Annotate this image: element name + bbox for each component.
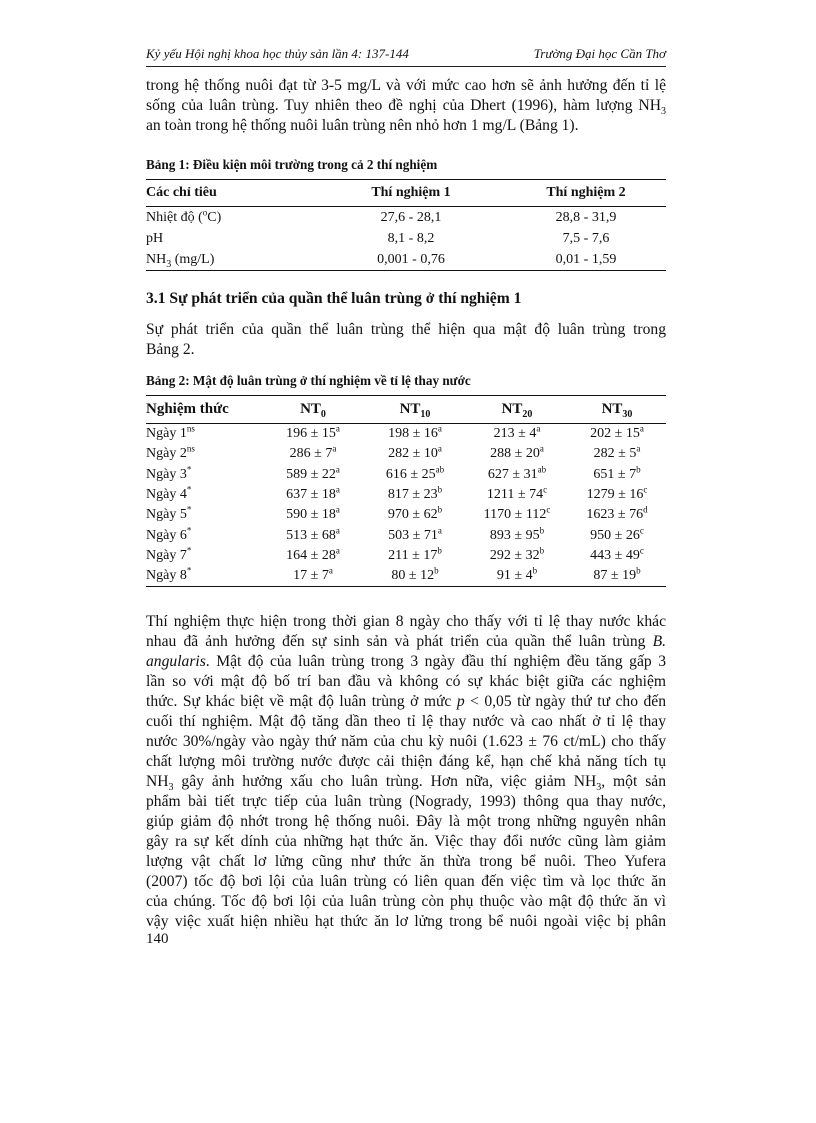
table2-cell: $616 \pm 25^{ab}$ [385,464,445,482]
table2-cell: $589 \pm 22^a$ [286,464,340,482]
table2-day-label: Ngày 4* [146,484,192,503]
table1-row [146,207,666,229]
table2-cell: $87 \pm 19^b$ [593,565,641,584]
table2-cell: $164 \pm 28^a$ [286,545,340,563]
body-line: gây ra sự kết dính của những hạt thức ăn. Việc thay đổi nước cũng làm giảm [146,833,666,850]
table2-cell: $282 \pm 10^a$ [388,443,442,462]
body-line: Thí nghiệm thực hiện trong thời gian 8 ngày cho thấy với tỉ lệ thay nước khác [146,613,666,630]
table2-cell: $282 \pm 5^a$ [593,443,641,462]
body-line: nhau đã ảnh hưởng đến sự sinh sản và phát triển của quần thể luân trùng B. [146,633,666,650]
table2-cell: $286 \pm 7^a$ [289,443,337,462]
table2-cell: $202 \pm 15^a$ [590,423,644,442]
intro-line: sống của luân trùng. Tuy nhiên theo đề nghị của Dhert (1996), hàm lượng $NH_3$ [146,97,666,118]
table2-header: $NT_0$ [300,401,326,420]
table1-header: Thí nghiệm 2 [546,185,626,200]
table2-cell: $503 \pm 71^a$ [388,524,442,543]
intro-paragraph [146,76,666,136]
intro-line: trong hệ thống nuôi đạt từ 3-5 mg/L và với mức cao hơn sẽ ảnh hưởng đến tỉ lệ [146,77,666,94]
table1-caption: Bảng 1: Điều kiện môi trường trong cả 2 thí nghiệm [146,157,438,172]
body-line: vậy việc xuất hiện nhiều hạt thức ăn lơ lửng trong bể nuôi ngoài việc bị phân [146,913,666,930]
table1-cell: 7,5 - 7,6 [562,230,610,246]
body-line: phẩm bài tiết trực tiếp của luân trùng (Nogrady, 1993) thông qua thay nước, [146,793,666,810]
table2-day-label: Ngày $1^{ns}$ [146,423,195,442]
body-line: lần so với mật độ bố trí ban đầu và không có sự khác biệt giữa các nghiệm [146,673,666,690]
table1-header-row [146,180,666,207]
table2-day-label: Ngày $2^{ns}$ [146,443,195,462]
table2-cell: $637 \pm 18^a$ [286,484,340,503]
table2-header: $NT_{20}$ [501,401,533,420]
table2-day-label: Ngày 8* [146,565,192,584]
section-paragraph [146,320,666,360]
running-header [146,46,666,62]
table1-label: Nhiệt độ ($^o$C) [146,206,222,225]
section-heading: 3.1 Sự phát triển của quần thể luân trùng ở thí nghiệm 1 [146,290,522,307]
table2-cell: $893 \pm 95^b$ [489,524,545,543]
table2-cell: $288 \pm 20^a$ [490,443,544,462]
table2-row [146,424,666,445]
table1-cell: 8,1 - 8,2 [387,230,435,246]
body-line: chất lượng môi trường nước được cải thiện đáng kể, hạn chế khả năng tích tụ [146,753,666,770]
table2-row [146,465,666,485]
table2-cell: $211 \pm 17^b$ [388,545,442,563]
table2-cell: $213 \pm 4^a$ [493,423,541,442]
body-line: lượng vật chất lơ lửng cũng như thức ăn thừa trong bể nuôi. Theo Yufera [146,853,666,870]
table2-cell: $1623 \pm 76^d$ [586,504,648,523]
table2-cell: $292 \pm 32^b$ [489,545,545,563]
table2 [146,395,666,587]
body-line: nước 30%/ngày vào ngày thứ năm của chu kỳ nuôi (1.623 ± 76 ct/mL) cho thấy [146,733,666,750]
table2-day-label: Ngày 5* [146,504,192,523]
table1 [146,179,666,271]
table2-header: $NT_{10}$ [399,401,431,420]
body-paragraph [146,612,666,932]
section-line: Bảng 2. [146,341,195,358]
table2-row [146,546,666,566]
body-line: thức. Sự khác biệt về mật độ luân trùng ở mức p < 0,05 từ ngày thứ tư cho đến [146,693,667,710]
table2-cell: $196 \pm 15^a$ [286,423,340,442]
table2-day-label: Ngày 3* [146,464,192,482]
table2-cell: $590 \pm 18^a$ [286,504,340,523]
header-right: Trường Đại học Cần Thơ [533,46,666,61]
table2-row [146,566,666,587]
table2-cell: $17 \pm 7^a$ [293,565,333,584]
table2-day-label: Ngày 7* [146,545,192,563]
table2-cell: $651 \pm 7^b$ [593,464,641,482]
body-line: giúp giảm độ nhớt trong hệ thống nuôi. Đây là một trong những nguyên nhân [146,813,666,830]
intro-line: an toàn trong hệ thống nuôi luân trùng nên nhỏ hơn 1 mg/L (Bảng 1). [146,117,579,134]
table2-cell: $91 \pm 4^b$ [496,565,538,584]
table2-cell: $970 \pm 62^b$ [387,504,443,523]
table1-cell: 0,001 - 0,76 [377,251,445,267]
page-number: 140 [146,931,169,947]
table2-row [146,485,666,505]
body-line: của chúng. Tốc độ bơi lội của luân trùng còn phụ thuộc vào mật độ thức ăn vì [146,893,666,910]
table2-cell: $817 \pm 23^b$ [387,484,443,503]
table2-cell: $1170 \pm 112^c$ [483,504,551,523]
table2-header-row [146,396,666,424]
table2-row [146,444,666,464]
table2-header: Nghiệm thức [146,401,229,417]
table1-header: Các chỉ tiêu [146,185,217,200]
table1-cell: 27,6 - 28,1 [380,209,442,225]
table2-cell: $198 \pm 16^a$ [388,423,442,442]
header-rule [146,66,666,67]
table2-cell: $950 \pm 26^c$ [590,524,644,543]
body-line: $NH_3$ gây ảnh hưởng xấu cho luân trùng. Hơn nữa, việc giảm $NH_3$, một sản [146,773,667,794]
section-line: Sự phát triển của quần thể luân trùng thể hiện qua mật độ luân trùng trong [146,321,666,338]
table2-row [146,525,666,545]
table2-header: $NT_{30}$ [601,401,633,420]
table2-day-label: Ngày 6* [146,524,192,543]
table2-cell: $627 \pm 31^{ab}$ [487,464,547,482]
header-left: Kỷ yếu Hội nghị khoa học thủy sản lần 4: 137-144 [146,46,409,61]
table2-row [146,505,666,525]
table2-cell: $443 \pm 49^c$ [590,545,644,563]
table1-label: $NH_3$ (mg/L) [146,251,215,270]
table1-row [146,249,666,271]
table1-cell: 28,8 - 31,9 [555,209,617,225]
body-line: angularis. Mật độ của luân trùng trong 3 ngày đầu thí nghiệm đều tăng gấp 3 [146,653,666,670]
table1-row [146,228,666,249]
table1-label: pH [146,230,164,246]
table2-cell: $1279 \pm 16^c$ [586,484,648,503]
body-line: cuối thí nghiệm. Mật độ tăng dần theo tỉ lệ thay nước và cao nhất ở tỉ lệ thay [146,713,666,730]
table2-cell: $80 \pm 12^b$ [391,565,439,584]
table1-header: Thí nghiệm 1 [371,185,451,200]
table2-cell: $513 \pm 68^a$ [286,524,340,543]
table2-cell: $1211 \pm 74^c$ [486,484,548,503]
table1-cell: 0,01 - 1,59 [555,251,617,267]
body-line: (2007) tốc độ bơi lội của luân trùng có liên quan đến việc tìm và lọc thức ăn [146,873,666,890]
table2-caption: Bảng 2: Mật độ luân trùng ở thí nghiệm về tỉ lệ thay nước [146,373,471,388]
